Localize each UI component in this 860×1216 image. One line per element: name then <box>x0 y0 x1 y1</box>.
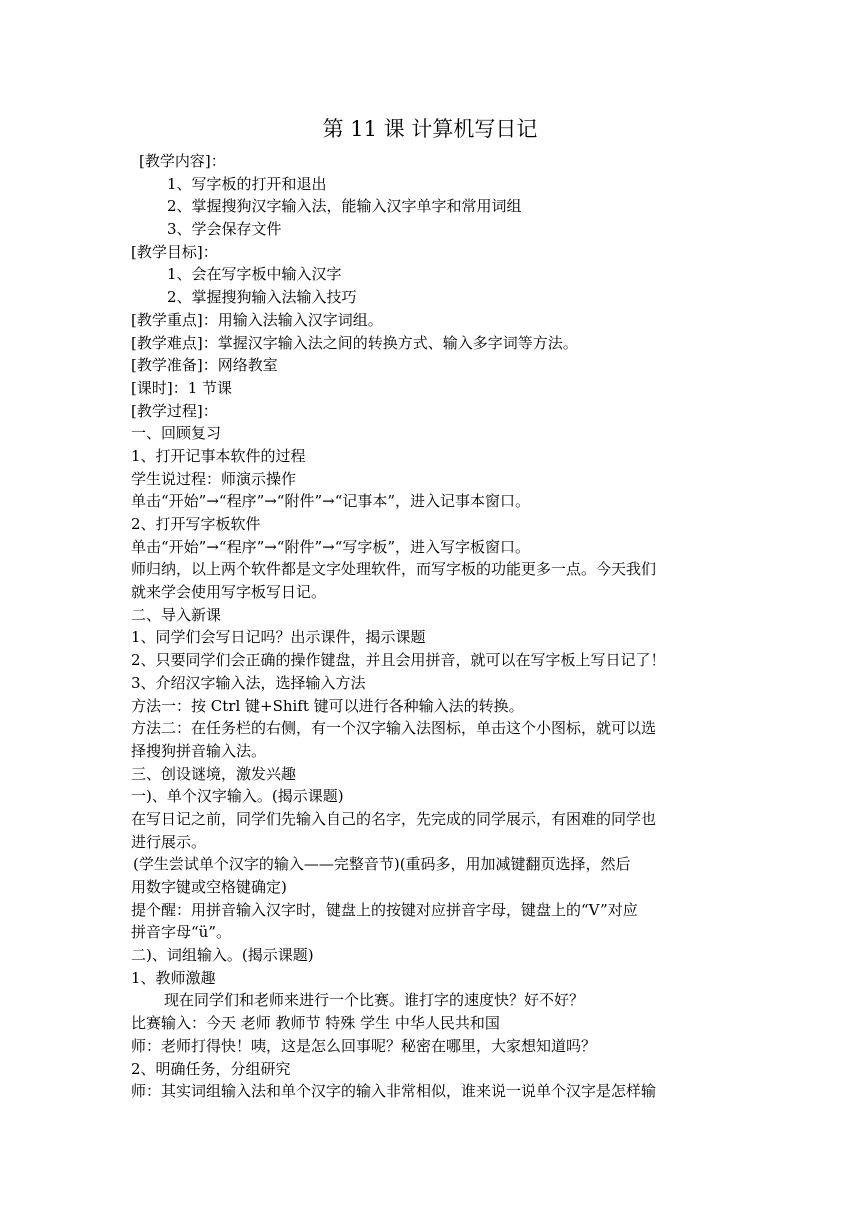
body-line: 1、打开记事本软件的过程 <box>131 446 306 465</box>
body-line: 择搜狗拼音输入法。 <box>131 741 267 760</box>
body-line: 2、打开写字板软件 <box>131 515 261 533</box>
body-line: 1、教师激趣 <box>131 968 216 987</box>
body-line: 1、同学们会写日记吗？出示课件，揭示课题 <box>131 628 426 647</box>
content-item: 2、掌握搜狗汉字输入法，能输入汉字单字和常用词组 <box>167 197 522 216</box>
body-line: 二)、词组输入。(揭示课题) <box>131 946 314 965</box>
goal-item: 1、会在写字板中输入汉字 <box>167 265 342 284</box>
body-line: (学生尝试单个汉字的输入——完整音节)(重码多，用加减键翻页选择，然后 <box>133 855 631 874</box>
body-line: 一、回顾复习 <box>131 424 222 443</box>
body-line: 现在同学们和老师来进行一个比赛。谁打字的速度快？好不好？ <box>164 991 585 1010</box>
body-line: 三、创设谜境，激发兴趣 <box>131 764 297 783</box>
class-hours: [课时]：1 节课 <box>131 378 233 397</box>
goal-item: 2、掌握搜狗输入法输入技巧 <box>167 288 357 307</box>
section-heading-process: [教学过程]： <box>131 401 218 420</box>
body-line: 单击“开始”→“程序”→“附件”→“写字板”，进入写字板窗口。 <box>131 537 531 556</box>
body-line: 二、导入新课 <box>131 605 222 624</box>
body-line: 就来学会使用写字板写日记。 <box>131 583 327 602</box>
body-line: 2、明确任务，分组研究 <box>131 1059 291 1078</box>
body-line: 方法一：按 Ctrl 键+Shift 键可以进行各种输入法的转换。 <box>131 696 524 715</box>
body-line: 2、只要同学们会正确的操作键盘，并且会用拼音，就可以在写字板上写日记了！ <box>131 651 666 670</box>
body-line: 师归纳，以上两个软件都是文字处理软件，而写字板的功能更多一点。今天我们 <box>131 560 657 579</box>
body-line: 在写日记之前，同学们先输入自己的名字，先完成的同学展示，有困难的同学也 <box>131 809 657 828</box>
body-line: 比赛输入：今天 老师 教师节 特殊 学生 中华人民共和国 <box>131 1014 500 1033</box>
body-line: 提个醒：用拼音输入汉字时，键盘上的按键对应拼音字母，键盘上的“V”对应 <box>131 900 638 919</box>
body-line: 单击“开始”→“程序”→“附件”→“记事本”，进入记事本窗口。 <box>131 492 531 511</box>
content-item: 1、写字板的打开和退出 <box>167 174 327 193</box>
body-line: 师：其实词组输入法和单个汉字的输入非常相似，谁来说一说单个汉字是怎样输 <box>131 1082 657 1101</box>
document-title: 第 11 课 计算机写日记 <box>322 117 538 141</box>
body-line: 一)、单个汉字输入。(揭示课题) <box>131 787 344 806</box>
difficult-point: [教学难点]：掌握汉字输入法之间的转换方式、输入多字词等方法。 <box>131 333 578 352</box>
body-line: 进行展示。 <box>131 832 207 851</box>
body-line: 3、介绍汉字输入法，选择输入方法 <box>131 673 366 692</box>
body-line: 师：老师打得快！咦，这是怎么回事呢？秘密在哪里，大家想知道吗？ <box>131 1036 597 1055</box>
body-line: 拼音字母“ü”。 <box>131 923 231 942</box>
section-heading-goals: [教学目标]： <box>131 242 218 261</box>
body-line: 用数字键或空格键确定) <box>131 878 287 896</box>
preparation: [教学准备]：网络教室 <box>131 356 278 375</box>
body-line: 方法二：在任务栏的右侧，有一个汉字输入法图标，单击这个小图标，就可以选 <box>131 719 657 738</box>
section-heading-content: [教学内容]： <box>139 152 226 170</box>
body-line: 学生说过程：师演示操作 <box>131 469 297 488</box>
document-body <box>131 150 731 1103</box>
key-point: [教学重点]：用输入法输入汉字词组。 <box>131 310 383 329</box>
content-item: 3、学会保存文件 <box>167 220 282 239</box>
